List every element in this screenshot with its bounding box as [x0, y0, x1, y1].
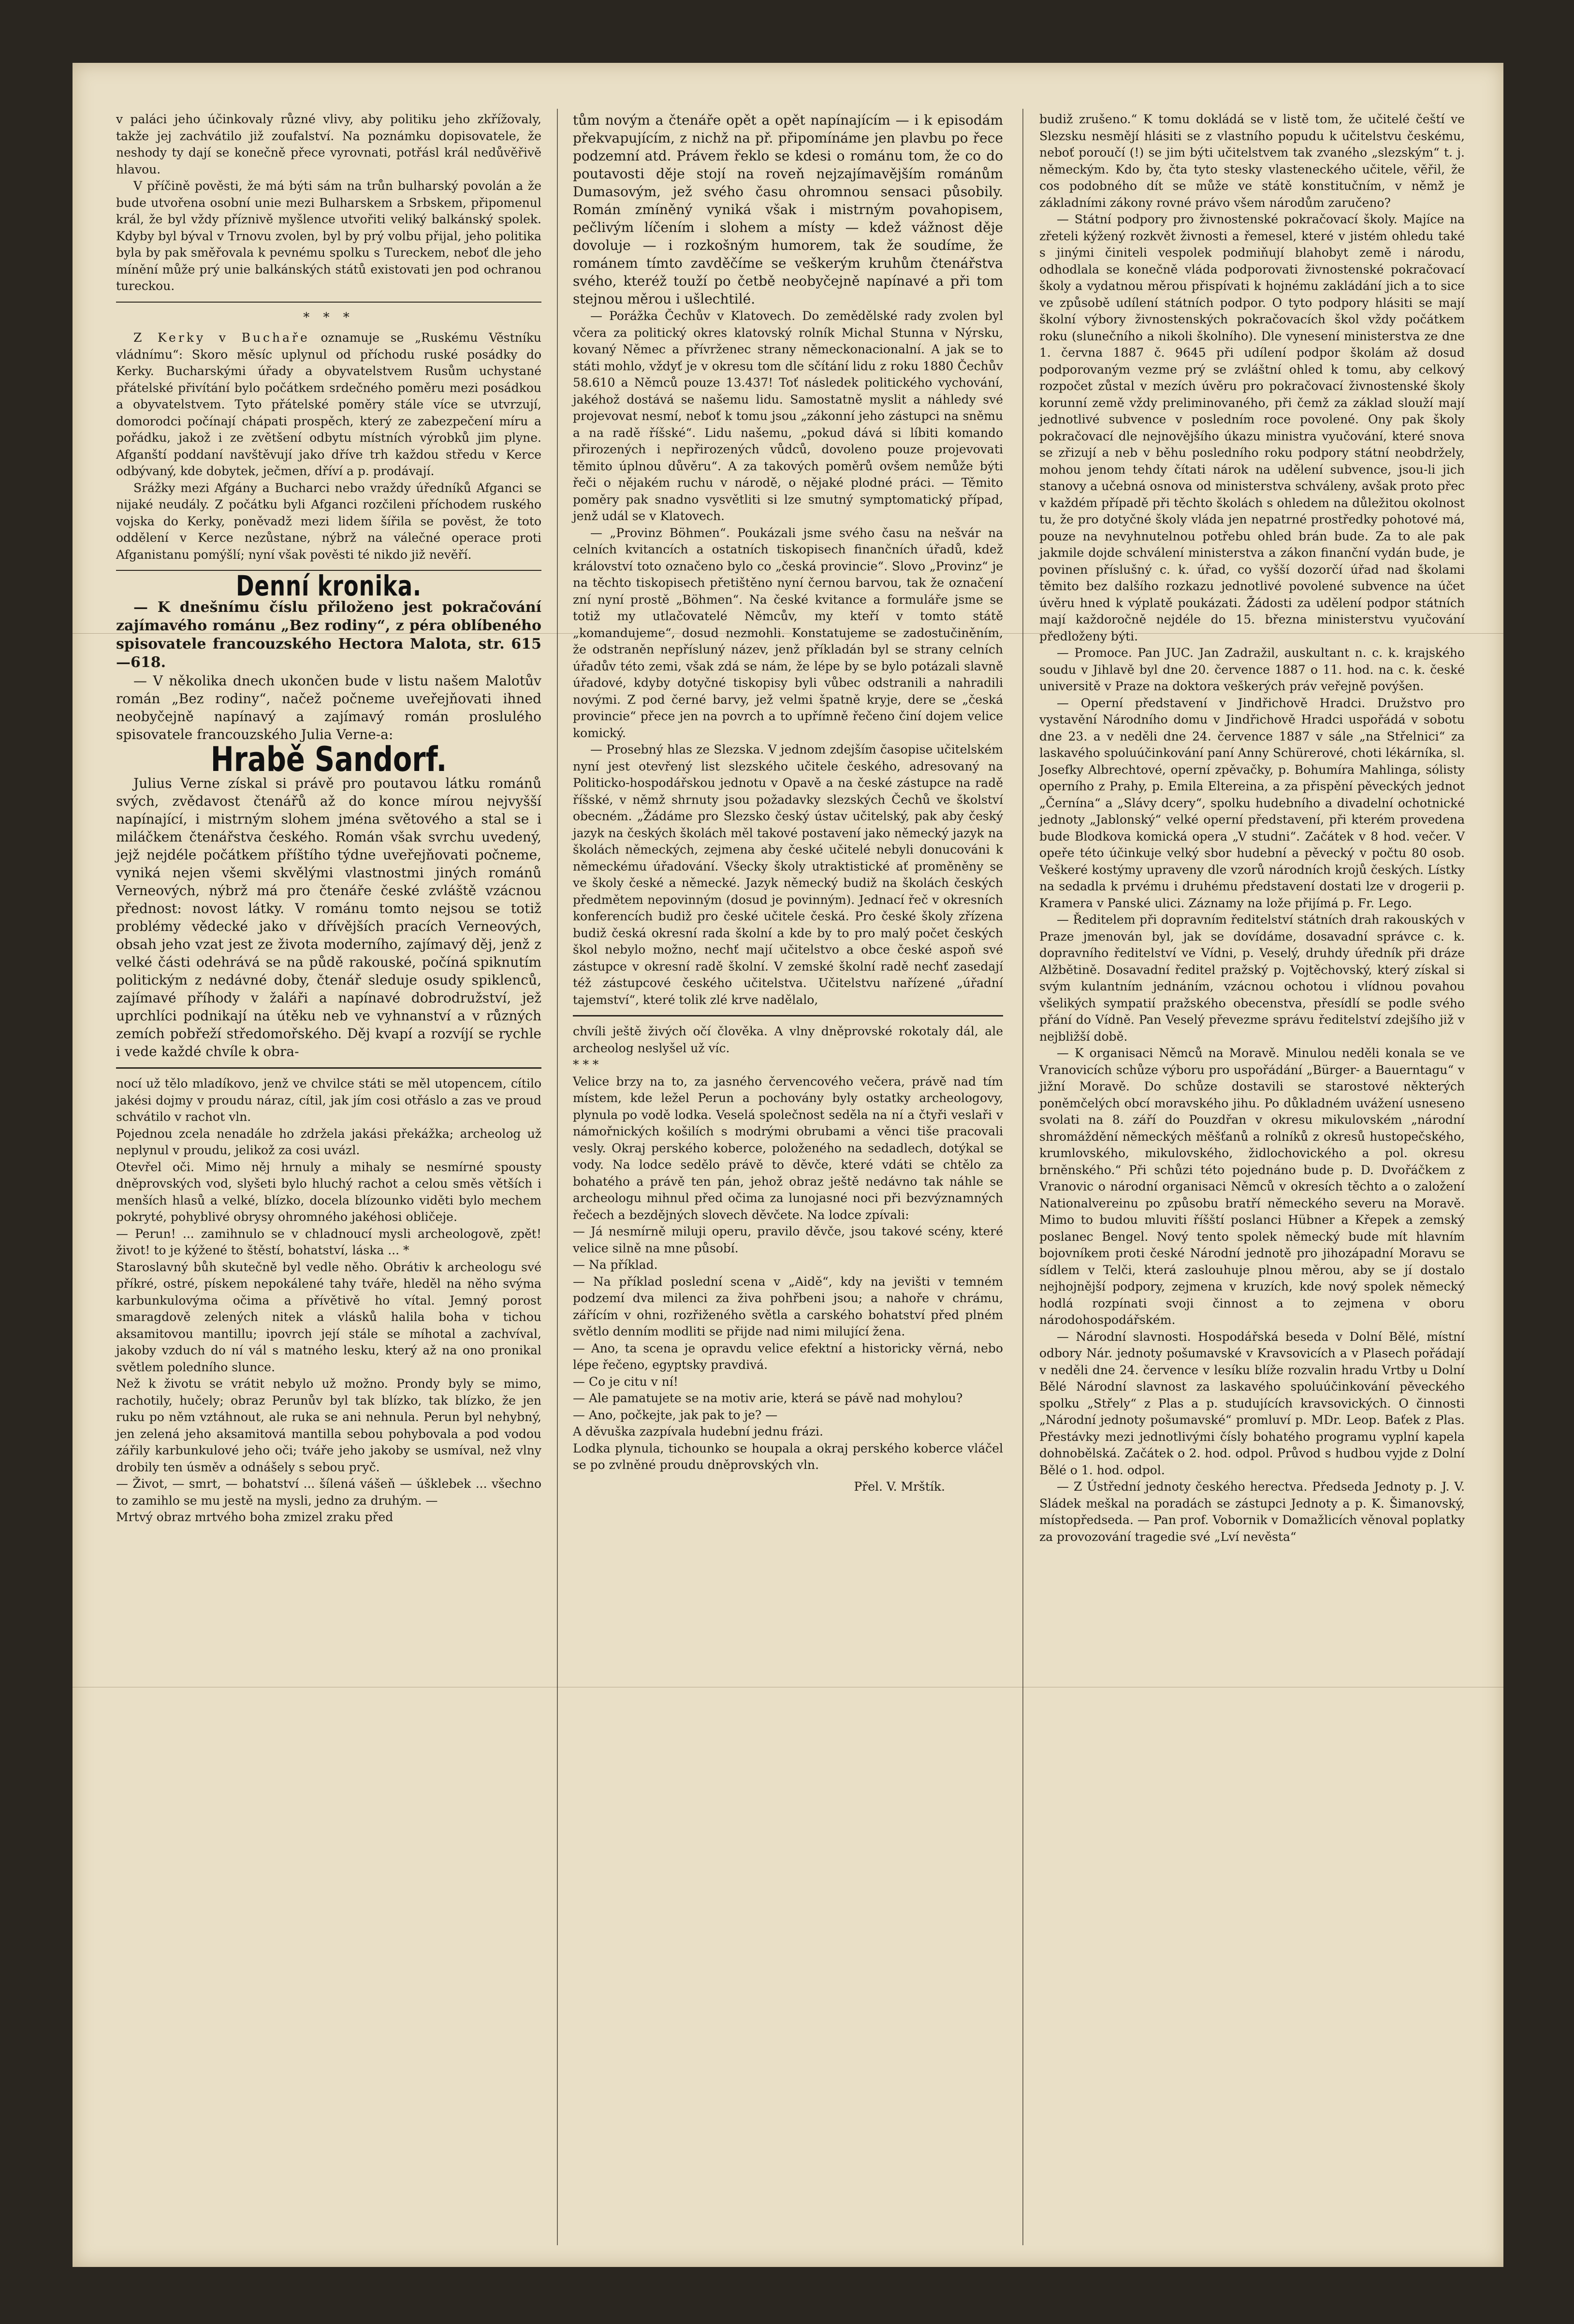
translator-signature: Přel. V. Mrštík.: [854, 1479, 945, 1494]
article-text: oznamuje se „Ruskému Věstníku vládnímu“: Skoro měsíc uplynul od příchodu ruské posádky do Kerky. Bucharskými úřady a obyvatelstvem Rusům uchystané přátelské přivítání bylo počátkem srdečného poměru mezi posádkou a obyvatelstvem. Tyto přátelské poměry stále více se utvrzují, domorodci počínají chápati prospěch, který ze zabezpečení míru a pořádku, jakož i ze zvětšení odbytu místních výrobků jim plyne. Afganští poddaní navštěvují jako dříve trh každou středu v Kerce odbývaný, kde dobytek, ječmen, dříví a p. prodávají.: [116, 331, 541, 478]
news-item: — Národní slavnosti. Hospodářská beseda v Dolní Bělé, místní odbory Nár. jednoty pošumavské v Kravsovicích a v Plasech pořádají v neděli dne 24. července v lesíku blíže rozvalin hradu Vrtby u Dolní Bělé Národní slavnost za laskavého spoluúčinkování pěveckého spolku „Střely“ z Plas a p. studujících kravsovických. O činnosti „Národní jednoty pošumavské“ promluví p. MDr. Leop. Baťek z Plas. Přestávky mezi jednotlivými čísly bohatého programu vyplní kapela dohnobělská. Začátek o 2. hod. odpol. Průvod s hudbou vyjde z Dolní Bělé o 1. hod. odpol.: [1039, 1329, 1465, 1477]
column-divider: [1022, 109, 1023, 2245]
news-item: budiž zrušeno.“ K tomu dokládá se v listě tom, že učitelé čeští ve Slezsku nesmějí hlásiti se z vlastního popudu k učitelstvu českému, neboť poroučí (!) se jim býti učitelstvem tak zvaného „slezským“ t. j. německým. Kdo by, čta tyto stesky vlasteneckého učitele, věřil, že cos podobného dít se může ve státě konstitučním, v němž je základními zákony rovné právo všem národům zaručeno?: [1039, 112, 1465, 210]
feuilleton-rule: [573, 1015, 1003, 1017]
article-heading: Z Kerky v Buchaře: [133, 331, 310, 345]
column-1: [116, 111, 541, 1526]
news-item: — Ředitelem při dopravním ředitelství státních drah rakouských v Praze jmenován byl, jak se dovídáme, dosavadní správce c. k. dopravního ředitelství ve Vídni, p. Veselý, druhdy úředník při dráze Alžbětině. Dosavadní ředitel pražský p. Vojtěchovský, který získal si svým kulantním jednáním, vzácnou ochotou i vlídnou povahou všelikých sympatií pražského obecenstva, přesídlí se podle svého přání do Vídně. Pan Veselý převezme správu ředitelství zdejšího již v nejbližší době.: [1039, 913, 1465, 1044]
notice-text: — K dnešnímu číslu přiloženo jest pokračování zajímavého románu „Bez rodiny“, z péra oblíbeného spisovatele francouzského Hectora Malota, str. 615—618.: [116, 598, 541, 671]
news-item: — Promoce. Pan JUC. Jan Zadražil, auskultant n. c. k. krajského soudu v Jihlavě byl dne 20. července 1887 o 11. hod. na c. k. české universitě v Praze na doktora veškerých práv veřejně povýšen.: [1039, 646, 1465, 693]
news-item: — Porážka Čechův v Klatovech. Do zemědělské rady zvolen byl včera za politický okres klatovský rolník Michal Stunna v Nýrsku, kovaný Němec a přívrženec strany německonacionalní. A jak se to státi mohlo, vždyť je v okresu tom dle sčítání lidu z roku 1880 Čechův 58.610 a Němců pouze 13.437! Toť následek politického vychování, jakéhož dostává se našemu lidu. Samostatně myslit a náhledy své projevovat nesmí, neboť k tomu jsou „zákonní jeho zástupci na sněmu a na radě říšské“. Lidu našemu, „pokud dává si líbiti komando přirozených i nepřirozených vůdců, dovoleno pouze projevovati těmito úplnou důvěru“. A za takových poměrů ovšem nemůže býti řeči o nějakém ruchu v národě, o nějaké plodné práci. — Těmito poměry pak snadno vysvětliti si lze smutný symptomatický případ, jenž udál se v Klatovech.: [573, 309, 1003, 523]
news-item: — Státní podpory pro živnostenské pokračovací školy. Majíce na zřeteli kýžený rozkvět živnosti a řemesel, které v jistém ohledu také s jinými činiteli vespolek podmiňují blahobyt země i národu, odhodlala se konečně vláda podporovati živnostenské pokračovací školy a vydatnou měrou přispívati k hojnému zakládání jich a to sice ve způsobě udílení státních podpor. O tyto podpory hlásiti se mají školní výbory živnostenských pokračovacích škol vždy počátkem roku (slunečního a nikoli školního). Dle vynesení ministerstva ze dne 1. června 1887 č. 9645 při udílení podpor školám až dosud podporovaným vezme prý se zvláštní ohled k tomu, aby celkový rozpočet zůstal v mezích úvěru pro pokračovací živnostenské školy korunní země vždy preliminovaného, při čemž za základ slouží mají jednotlivé subvence v posledním roce povolené. Ony pak školy pokračovací dle nejnovějšího úkazu ministra vyučování, které snova se zřizují a neb v běhu posledního roku podpory státní neobdržely, mohou jenom tehdy čítati nárok na udělení subvence, jsou-li jich stanovy a učebná osnova od ministerstva schváleny, avšak proto přec v každém případě při těchto školách s ohledem na důležitou okolnost tu, že pro dotyčné školy vláda jen nepatrné prostředky pohotové má, pouze na nevyhnutelnou potřebu ohled brán bude. Za to ale pak jakmile dojde schválení ministerstva a zákon finanční vydán bude, je povinen příslušný c. k. úřad, co vyšší dozorčí úřad nad školami těmito bez dalšího rozkazu jednotlivé povolené subvence na účet úvěru hned k výplatě poukázati. Žádosti za udělení podpor státních mají každoročně nejdéle do 15. března ministerstvu vyučování předloženy býti.: [1039, 212, 1465, 643]
section-title: Denní kronika.: [236, 569, 422, 602]
news-item: — Z Ústřední jednoty českého herectva. Předseda Jednoty p. J. V. Sládek meškal na poradách se zástupci Jednoty a p. K. Šimanovský, místopředseda. — Pan prof. Vobornik v Domažlicích věnoval poplatky za provozování tragedie své „Lví nevěsta“: [1039, 1480, 1465, 1544]
novel-description: tům novým a čtenáře opět a opět napínajícím — i k episodám překvapujícím, z nichž na př. připomínáme jen plavbu po řece podzemní atd. Právem řeklo se kdesi o románu tom, že co do poutavosti děje stojí na roveň nejzajímavějším románům Dumasovým, jež svého času ohromnou sensaci působily. Román zmíněný vyniká však i mistrným povahopisem, pečlivým líčením i slohem a místy — kdež vážnost děje dovoluje — i rozkošným humorem, tak že soudíme, že románem tímto zavděčíme se veškerým kruhům čtenářstva svého, kteréž touží po četbě neobyčejně napínavé a při tom stejnou měrou i ušlechtilé.: [573, 112, 1003, 307]
notice-text: — V několika dnech ukončen bude v listu našem Malotův román „Bez rodiny“, načež počneme uveřejňovati ihned neobyčejně napínavý a zajímavý román proslulého spisovatele francouzského Julia Verne-a:: [116, 672, 541, 742]
news-item: — Prosebný hlas ze Slezska. V jednom zdejším časopise učitelském nyní jest otevřený list slezského učitele českého, adresovaný na Politicko-hospodářskou jednotu v Opavě a na české zástupce na radě říšské, v němž shrnuty jsou požadavky slezských Čechů ve školství obecném. „Žádáme pro Slezsko český ústav učitelský, pak aby český jazyk na českých školách měl takové postavení jako německý jazyk na školách německých, zejmena aby české učitelé nebyli donucováni k německému úřadování. Všecky školy utraktistické ať proměněny se ve školy české a německé. Jazyk německý budiž na školách českých předmětem nepovinným (dosud je povinným). Jednací řeč v okresních konferencích budiž pro české učitele česká. Pro české školy zřízena budiž česká okresní rada školní a kde by to pro malý počet českých škol nebylo možno, nechť mají učitelstvo a obce české aspoň své zástupce v okresní radě školní. V zemské školní radě nechť zasedají též zástupcové českého učitelstva. Učitelstvu nařízené „úřadní tajemství“, které tolik zlé krve nadělalo,: [573, 742, 1003, 1007]
news-item: — Operní představení v Jindřichově Hradci. Družstvo pro vystavění Národního domu v Jindřichově Hradci uspořádá v sobotu dne 23. a v neděli dne 24. července 1887 v sále „na Střelnici“ za laskavého spoluúčinkování paní Anny Schürerové, choti lékárníka, sl. Josefky Albrechtové, operní zpěvačky, p. Bohumíra Mahlinga, sólisty operního z Prahy, p. Emila Eltereina, a za přispění pěveckých jednot „Černína“ a „Slávy dcery“, spolku hudebního a divadelní ochotnické jednoty „Jablonský“ velké operní představení, při kterém provedena bude Blodkova komická opera „V studni“. Začátek v 8 hod. večer. V opeře této účinkuje velký sbor hudební a pěvecký v počtu 80 osob. Veškeré kostýmy upraveny dle vzorů národních krojů českých. Lístky na sedadla k prvému i druhému představení dostati lze v drogerii p. Kramera v Panské ulici. Záznamy na lože přijímá p. Fr. Lego.: [1039, 696, 1465, 910]
feuilleton-rule: [116, 1067, 541, 1069]
novel-description: Julius Verne získal si právě pro poutavou látku románů svých, zvědavost čtenářů až do konce mírou nejvyšší napínající, i mistrným slohem jména světového a stal se i miláčkem čtenářstva českého. Román však svrchu uvedený, jejž nejdéle počátkem příštího týdne uveřejňovati počneme, vyniká nejen všemi skvělými vlastnostmi jiných románů Verneových, nýbrž má pro čtenáře české zvláště vzácnou přednost: novost látky. V románu tomto nejsou se totiž problémy vědecké jako v dřívějších pracích Verneových, obsah jeho vzat jest ze života moderního, zajímavý děj, jenž z velké části odehrává se na půdě rakouské, počíná spiknutím politickým z nedávné doby, čtenář sleduje osudy spiklenců, zajímavé příhody v žaláři a napínavé dobrodružství, jež uprchlíci podnikají na útěku neb ve vyhnanství a v různých zemích pobřeží středomořského. Děj kvapí a rozvíjí se rychle i vede každé chvíle k obra-: [116, 775, 541, 1060]
separator-stars: * * *: [303, 310, 354, 325]
novel-title: Hrabě Sandorf.: [210, 739, 447, 779]
article-text: Srážky mezi Afgány a Bucharci nebo vraždy úředníků Afganci se nijaké neudály. Z počátku byli Afganci rozčileni příchodem ruského vojska do Kerky, poněvadž mezi lidem šířila se pověst, že toto oddělení v Kerce nezůstane, nýbrž na válečné operace proti Afganistanu pomýšlí; nyní však pověsti té nikdo již nevěří.: [116, 480, 541, 562]
article-text: V příčině pověsti, že má býti sám na trůn bulharský povolán a že bude utvořena osobní unie mezi Bulharskem a Srbskem, připomenul král, že byl vždy příznivě myšlence utvořiti veliký balkánský spolek. Kdyby byl býval v Trnovu zvolen, byl by prý volbu přijal, jeho politika byla by pak směřovala k pevnému spolku s Tureckem, neboť dle jeho mínění může prý unie balkánských států existovati jen pod ochranou tureckou.: [116, 179, 541, 293]
newspaper-page: [73, 63, 1503, 2267]
news-item: — „Provinz Böhmen“. Poukázali jsme svého času na nešvár na celních kvitancích a ostatních tiskopisech finančních úřadů, kdež království toto označeno bylo co „česká provincie“. Slovo „Provinz“ je na těchto tiskopisech přetištěno nyní černou barvou, tak že označení zní nyní prostě „Böhmen“. Na české kvitance a formuláře jsme se totiž my utlačovatelé Němcův, my kteří v tomto státě „komandujeme“, dosud nezmohli. Konstatujeme se zadostučiněním, že odstraněn nepřísluný název, jenž příkladán byl se strany celních úřadův této zemi, však zdá se nám, že lépe by se bylo potázali slavně úřadové, kdyby dotyčné tiskopisy byli vůbec odstranili a nahradili novými. Z pod černé barvy, jež velmi špatně kryje, dere se „česká provincie“ přece jen na povrch a to upřímně řečeno činí dojem velice komický.: [573, 525, 1003, 740]
article-text: v paláci jeho účinkovaly různé vlivy, aby politiku jeho zkřížovaly, takže jej zachvátilo již zoufalství. Na poznámku dopisovatele, že neshody ty dají se konečně přece vyrovnati, potřásl král nedůvěřivě hlavou.: [116, 112, 541, 176]
column-3: [1039, 111, 1465, 1545]
separator-rule: [116, 302, 541, 303]
news-item: — K organisaci Němců na Moravě. Minulou neděli konala se ve Vranovicích schůze výboru pro uspořádání „Bürger- a Bauerntagu“ v jižní Moravě. Do schůze dostavili se starostové některých poněmčelých obcí moravského jihu. Po důkladném uvážení usneseno svolati na 8. září do Pouzdřan v okresu mikulovském „národní shromáždění německých měšťanů a rolníků z okresů hustopečského, krumlovského, mikulovského, židlochovického a pol. okresu brněnského.“ Při schůzi této pojednáno bude p. D. Dvořáčkem z Vranovic o národní organisaci Němců v okresích těchto a o založení Nationalvereinu po způsobu bratří německého severu na Moravě. Mimo to budou mluviti říšští poslanci Hübner a Křepek a zemský poslanec Bengel. Nový tento spolek německý bude mít hlavním bojovníkem proti české Národní jednotě pro jihozápadní Moravu se sídlem v Telči, která zaslouhuje plnou měrou, aby se jí dostalo nejhojnější podpory, zejmena v kruzích, kde nový spolek německý hodlá rozpínati svoji činnost a to zejmena v oboru národohospodářském.: [1039, 1046, 1465, 1327]
column-divider: [557, 109, 558, 2245]
feuilleton-text: nocí už tělo mladíkovo, jenž ve chvilce státi se měl utopencem, cítilo jakési dojmy v proudu náraz, cítil, jak jím cosi otřáslo a zas ve proud schvátilo v rachot vln. Pojednou zcela nenadále ho zdržela jakási překážka; archeolog už neplynul v proudu, jelikož za cosi uvázl. Otevřel oči. Mimo něj hrnuly a mihaly se nesmírné spousty dněprovských vod, slyšeti bylo hluchý rachot a celou směs větších i menších hlasů a velké, blízko, docela blízounko viděti bylo mechem pokryté, pohyblivé obrysy ohromného jakéhosi obličeje. — Perun! ... zamihnulo se v chladnoucí mysli archeologově, zpět! život! to je kýžené to štěstí, bohatství, láska ... * Staroslavný bůh skutečně byl vedle něho. Obrátiv k archeologu své příkré, ostré, pískem nepokálené tahy tváře, hleděl na něho svýma karbunkulovýma očima a přívětivě ho vítal. Jemný porost smaragdově zelených nitek a vlásků halila boha v tichou aksamitovou mantillu; ipovrch její stále se míhotal a zachvíval, jakoby vzduch do ní vál s matného lesku, který až na ono pronikal světlem poledního slunce. Než k životu se vrátit nebylo už možno. Prondy byly se mimo, rachotily, hučely; obraz Perunův byl tak blízko, tak blízko, že jen ruku po něm vztáhnout, ale ruka se ani nehnula. Perun byl nehybný, jen zelená jeho aksamitová mantilla sebou pohybovala a pod vodou zářily karbunkulové jeho oči; tváře jeho jakoby se usmíval, než vlny drobily ten úsměv a odnášely s sebou pryč. — Život, — smrt, — bohatství ... šílená vášeň — úšklebek ... všechno to zamihlo se mu jestě na mysli, jedno za druhým. — Mrtvý obraz mrtvého boha zmizel zraku před: [116, 1076, 541, 1524]
column-2: [573, 111, 1003, 1495]
feuilleton-text: chvíli ještě živých očí člověka. A vlny dněprovské rokotaly dál, ale archeolog neslyšel už víc. * * * Velice brzy na to, za jasného červencového večera, právě nad tím místem, kde ležel Perun a pochovány byly ostatky archeologovy, plynula po vodě lodka. Veselá společnost seděla na ní a čtyři veslaři v námořnických košilích s modrými obrubami a věnci tiše pracovali vesly. Okraj perského koberce, položeného na sedadlech, dotýkal se vody. Na lodce sedělo právě to děvče, které vdáti se chtělo za bohatého a právě ten pán, jehož obraz ještě nedávno tak náhle se archeologu mihnul před očima za lunojasné noci při bezvýznamných řečech a bezdějných slovech děvčete. Na lodce zpívali: — Já nesmírně miluji operu, pravilo děvče, jsou takové scény, které velice silně na mne působí. — Na příklad. — Na příklad poslední scena v „Aidě“, kdy na jevišti v temném podzemí dva milenci za živa pohřbeni jsou; a nahoře v chrámu, zářícím v ohni, rozřiženého světla a carského bohatství před plném světlo denním modliti se přijde nad nimi milující žena. — Ano, ta scena je opravdu velice efektní a historicky věrná, nebo lépe řečeno, egyptsky pravdivá. — Co je citu v ní! — Ale pamatujete se na motiv arie, která se pávě nad mohylou? — Ano, počkejte, jak pak to je? — A děvuška zazpívala hudební jednu frázi. Lodka plynula, tichounko se houpala a okraj perského koberce vláčel se po zvlněné proudu dněprovských vln.: [573, 1024, 1003, 1472]
